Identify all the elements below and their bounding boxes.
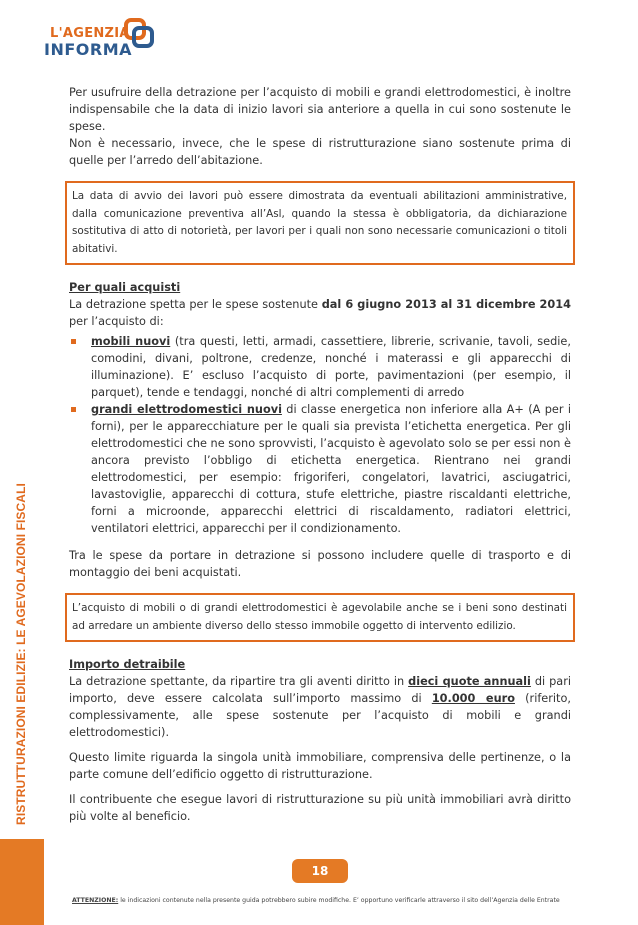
item-title: grandi elettrodomestici nuovi <box>91 403 282 416</box>
footer-disclaimer: ATTENZIONE: le indicazioni contenute nella presente guida potrebbero subire modifiche. E’ opportuno verificarle attraverso il sito dell’Agenzia delle Entrate <box>72 897 560 904</box>
side-section-label: RISTRUTTURAZIONI EDILIZIE: LE AGEVOLAZIONI FISCALI <box>14 483 29 825</box>
section-heading-amount: Importo detraibile <box>69 658 186 671</box>
logo-line1: L'AGENZIA <box>50 26 130 41</box>
list-item <box>69 333 571 401</box>
note-box-start-date: La data di avvio dei lavori può essere dimostrata da eventuali abilitazioni amministrative, dalla comunicazione preventiva all’Asl, quando la stessa è obbligatoria, da dichiarazione sostitutiva di atto di notorietà, per lavori per i quali non sono necessarie comunicazioni o titoli abitativi. <box>65 181 575 265</box>
amount-paragraph-3: Il contribuente che esegue lavori di ristrutturazione su più unità immobiliari avrà diritto più volte al beneficio. <box>69 793 571 823</box>
purchases-lead: La detrazione spetta per le spese sostenute dal 6 giugno 2013 al 31 dicembre 2014 per l’acquisto di: <box>69 298 571 328</box>
section-heading-purchases: Per quali acquisti <box>69 281 181 294</box>
list-item <box>69 401 571 537</box>
item-title: mobili nuovi <box>91 335 171 348</box>
note-box-other-room: L’acquisto di mobili o di grandi elettrodomestici è agevolabile anche se i beni sono destinati ad arredare un ambiente diverso dello stesso immobile oggetto di intervento edilizio. <box>65 593 575 642</box>
main-content <box>69 84 571 825</box>
amount-paragraph-1: La detrazione spettante, da ripartire tra gli aventi diritto in dieci quote annuali di pari importo, deve essere calcolata sull’importo massimo di 10.000 euro (riferito, complessivamente, alle spese sostenute per l’acquisto di mobili e grandi elettrodomestici). <box>69 675 571 739</box>
intro-paragraph-2: Non è necessario, invece, che le spese di ristrutturazione siano sostenute prima di quelle per l’arredo dell’abitazione. <box>69 137 571 167</box>
agency-logo <box>44 18 154 58</box>
item-text: (tra questi, letti, armadi, cassettiere, librerie, scrivanie, tavoli, sedie, comodini, divani, poltrone, credenze, nonché i materassi e gli apparecchi di illuminazione). E’ escluso l’acquisto di porte, pavimentazioni (per esempio, il parquet), tende e tendaggi, nonché di altri complementi di arredo <box>91 335 571 399</box>
item-text: di classe energetica non inferiore alla A+ (A per i forni), per le apparecchiature per le quali sia prevista l’etichetta energetica. Per gli elettrodomestici che ne sono sprovvisti, l’acquisto è agevolato solo se per essi non è ancora previsto l’obbligo di etichetta energetica. Rientrano nei grandi elettrodomestici, per esempio: frigoriferi, congelatori, lavatrici, asciugatrici, lavastoviglie, apparecchi di cottura, stufe elettriche, piastre riscaldanti elettriche, forni a microonde, apparecchi elettrici di riscaldamento, radiatori elettrici, ventilatori elettrici, apparecchi per il condizionamento. <box>91 403 571 535</box>
side-accent-bar <box>0 839 44 925</box>
logo-line2: INFORMA <box>44 40 132 59</box>
amount-paragraph-2: Questo limite riguarda la singola unità immobiliare, comprensiva delle pertinenze, o la parte comune dell’edificio oggetto di ristrutturazione. <box>69 751 571 781</box>
logo-mark-icon <box>124 18 154 48</box>
transport-paragraph: Tra le spese da portare in detrazione si possono includere quelle di trasporto e di montaggio dei beni acquistati. <box>69 549 571 579</box>
bullet-square-icon <box>71 339 76 344</box>
page-number: 18 <box>292 859 348 883</box>
intro-paragraph-1: Per usufruire della detrazione per l’acquisto di mobili e grandi elettrodomestici, è inoltre indispensabile che la data di inizio lavori sia anteriore a quella in cui sono sostenute le spese. <box>69 86 571 133</box>
bullet-square-icon <box>71 407 76 412</box>
purchases-list <box>69 333 571 537</box>
